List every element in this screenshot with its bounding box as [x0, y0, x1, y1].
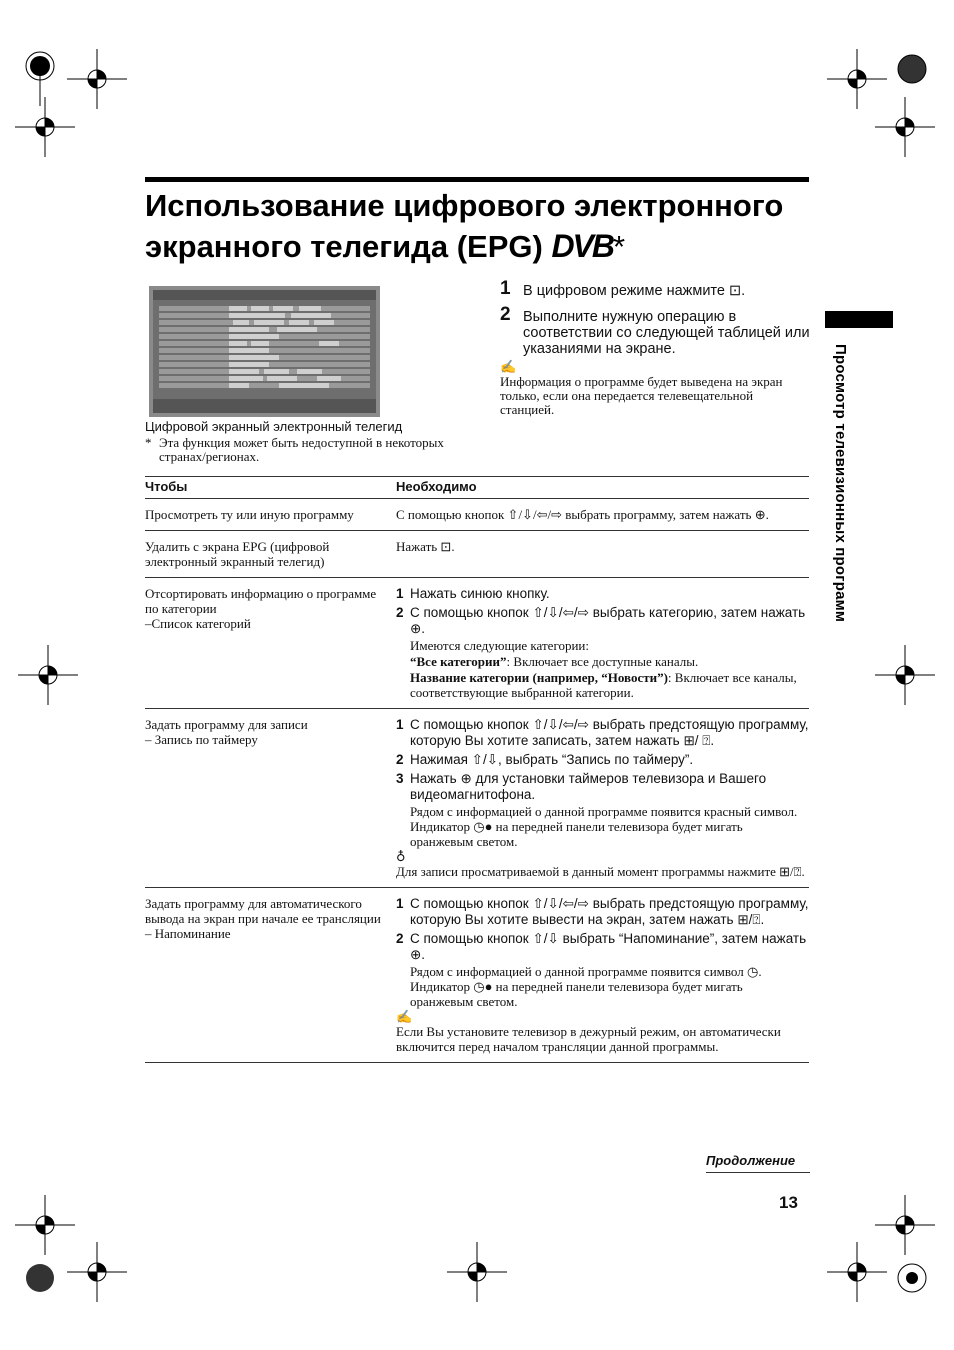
table-header-row	[145, 477, 809, 499]
table-cell: 1 С помощью кнопок ⇧/⇩/⇦/⇨ выбрать предстоящую программу, которую Вы хотите записать, затем нажать ⊞/ ⍰. 2 Нажимая ⇧/⇩, выбрать “Запись по таймеру”. 3 Нажать ⊕ для установки таймеров телевизора и Вашего видеомагнитофона. Рядом с информацией о данной программе появится красный символ. Индикатор ◷● на передней панели телевизора будет мигать оранжевым светом. ♁ Для записи просматриваемой в данный момент программы нажмите ⊞/⍰.	[396, 709, 809, 888]
table-cell: Просмотреть ту или иную программу	[145, 499, 396, 531]
section-tab-bar	[825, 311, 893, 328]
table-header-cell: Необходимо	[396, 477, 809, 499]
table-row	[145, 888, 809, 1063]
table-cell: Нажать ⊡.	[396, 531, 809, 578]
title-rule	[145, 177, 809, 182]
figure-caption: Цифровой экранный электронный телегид	[145, 419, 403, 434]
continued-label: Продолжение	[706, 1153, 796, 1168]
page-title	[145, 186, 809, 267]
table-cell: С помощью кнопок ⇧/⇩/⇦/⇨ выбрать программу, затем нажать ⊕.	[396, 499, 809, 531]
epg-screenshot-image	[149, 286, 380, 417]
table-cell: Задать программу для записи – Запись по таймеру	[145, 709, 396, 888]
step-2: 2 Выполните нужную операцию в соответствии со следующей таблицей или указаниями на экране.	[500, 304, 810, 357]
note-icon: ✍	[500, 359, 517, 374]
section-side-label: Просмотр телевизионных программ	[832, 344, 849, 623]
note-text: Информация о программе будет выведена на экран только, если она передается телевещательной станцией.	[500, 374, 783, 417]
operations-table	[145, 476, 809, 1063]
table-row	[145, 499, 809, 531]
table-row	[145, 578, 809, 709]
page-title-line2: экранного телегида (EPG)	[145, 229, 543, 264]
dvb-logo-icon: DVB	[551, 228, 613, 264]
table-row	[145, 531, 809, 578]
figure-footnote: * Эта функция может быть недоступной в некоторых странах/регионах.	[145, 435, 444, 464]
title-asterisk: *	[613, 229, 626, 264]
step-1: 1 В цифровом режиме нажмите ⊡.	[500, 278, 746, 299]
table-cell: Удалить с экрана EPG (цифровой электронный экранный телегид)	[145, 531, 396, 578]
table-cell: Отсортировать информацию о программе по категории –Список категорий	[145, 578, 396, 709]
tip-icon: ♁	[396, 849, 406, 864]
steps-list	[500, 278, 810, 417]
page-number: 13	[779, 1193, 798, 1212]
table-cell: Задать программу для автоматического вывода на экран при начале ее трансляции – Напоминание	[145, 888, 396, 1063]
table-cell: 1 С помощью кнопок ⇧/⇩/⇦/⇨ выбрать предстоящую программу, которую Вы хотите вывести на экран, затем нажать ⊞/⍰. 2 С помощью кнопок ⇧/⇩ выбрать “Напоминание”, затем нажать ⊕. Рядом с информацией о данной программе появится символ ◷. Индикатор ◷● на передней панели телевизора будет мигать оранжевым светом. ✍ Если Вы установите телевизор в дежурный режим, он автоматически включится перед началом трансляции данной программы.	[396, 888, 809, 1063]
table-cell: 1 Нажать синюю кнопку. 2 С помощью кнопок ⇧/⇩/⇦/⇨ выбрать категорию, затем нажать ⊕. Имеются следующие категории: “Все категории”: Включает все доступные каналы. Название категории (например, “Новости”): Включает все каналы, соответствующие выбранной категории.	[396, 578, 809, 709]
note-icon: ✍	[396, 1009, 413, 1024]
continued-rule	[706, 1172, 810, 1173]
table-row	[145, 709, 809, 888]
page-title-line1: Использование цифрового электронного	[145, 188, 784, 223]
table-header-cell: Чтобы	[145, 477, 396, 499]
